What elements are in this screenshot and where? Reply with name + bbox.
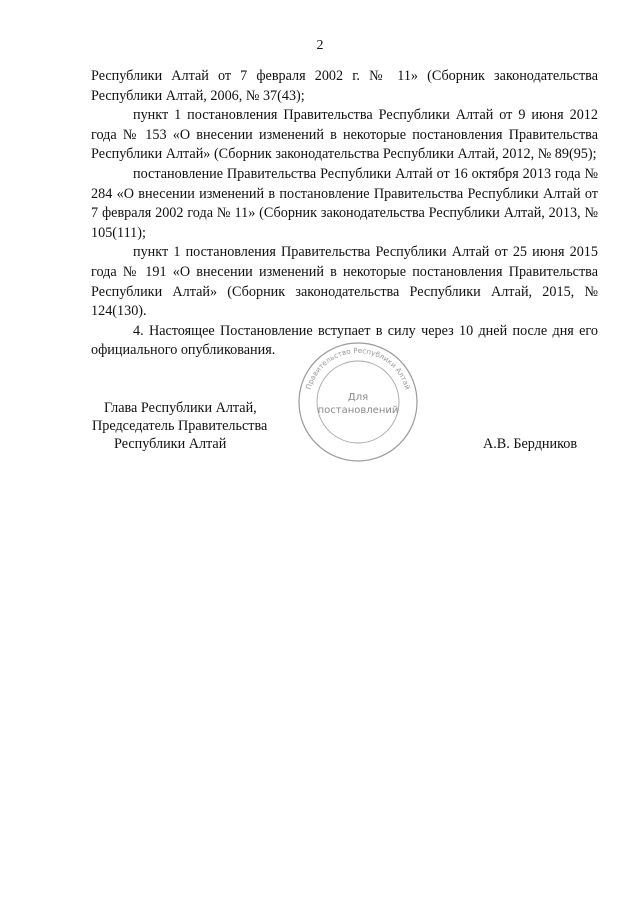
signatory-name: А.В. Бердников bbox=[483, 436, 578, 452]
signatory-title-line: Глава Республики Алтай, bbox=[104, 400, 257, 416]
stamp-center-line: постановлений bbox=[317, 405, 399, 416]
paragraph-continuation: Республики Алтай от 7 февраля 2002 г. № 11» (Сборник законодательства Республики Алтай, 2006, № 37(43); bbox=[91, 68, 598, 104]
page-number: 2 bbox=[316, 38, 324, 53]
paragraph-item-2012: пункт 1 постановления Правительства Республики Алтай от 9 июня 2012 года № 153 «О внесении изменений в некоторые постановления Правительства Республики Алтай» (Сборник законодательства Республики Алтай, 2012, № 89(95); bbox=[91, 107, 598, 163]
stamp-ring-text: Правительство Республики Алтай bbox=[303, 345, 413, 391]
document-body bbox=[91, 67, 598, 361]
signatory-title-block bbox=[92, 399, 292, 453]
stamp-graphic bbox=[296, 340, 420, 464]
paragraph-effective-date: 4. Настоящее Постановление вступает в силу через 10 дней после дня его официального опубликования. bbox=[91, 322, 598, 359]
signatory-title-line: Республики Алтай bbox=[114, 436, 227, 452]
signatory-title-line: Председатель Правительства bbox=[92, 418, 268, 434]
official-stamp bbox=[296, 340, 420, 464]
paragraph-item-2015: пункт 1 постановления Правительства Республики Алтай от 25 июня 2015 года № 191 «О внесении изменений в некоторые постановления Правительства Республики Алтай» (Сборник законодательства Республики Алтай, 2015, № 124(130). bbox=[91, 244, 598, 320]
stamp-center-line: Для bbox=[347, 392, 369, 403]
paragraph-item-2013: постановление Правительства Республики Алтай от 16 октября 2013 года № 284 «О внесении изменений в постановление Правительства Республики Алтай от 7 февраля 2002 года № 11» (Сборник законодательства Республики Алтай, 2013, № 105(111); bbox=[91, 165, 598, 241]
